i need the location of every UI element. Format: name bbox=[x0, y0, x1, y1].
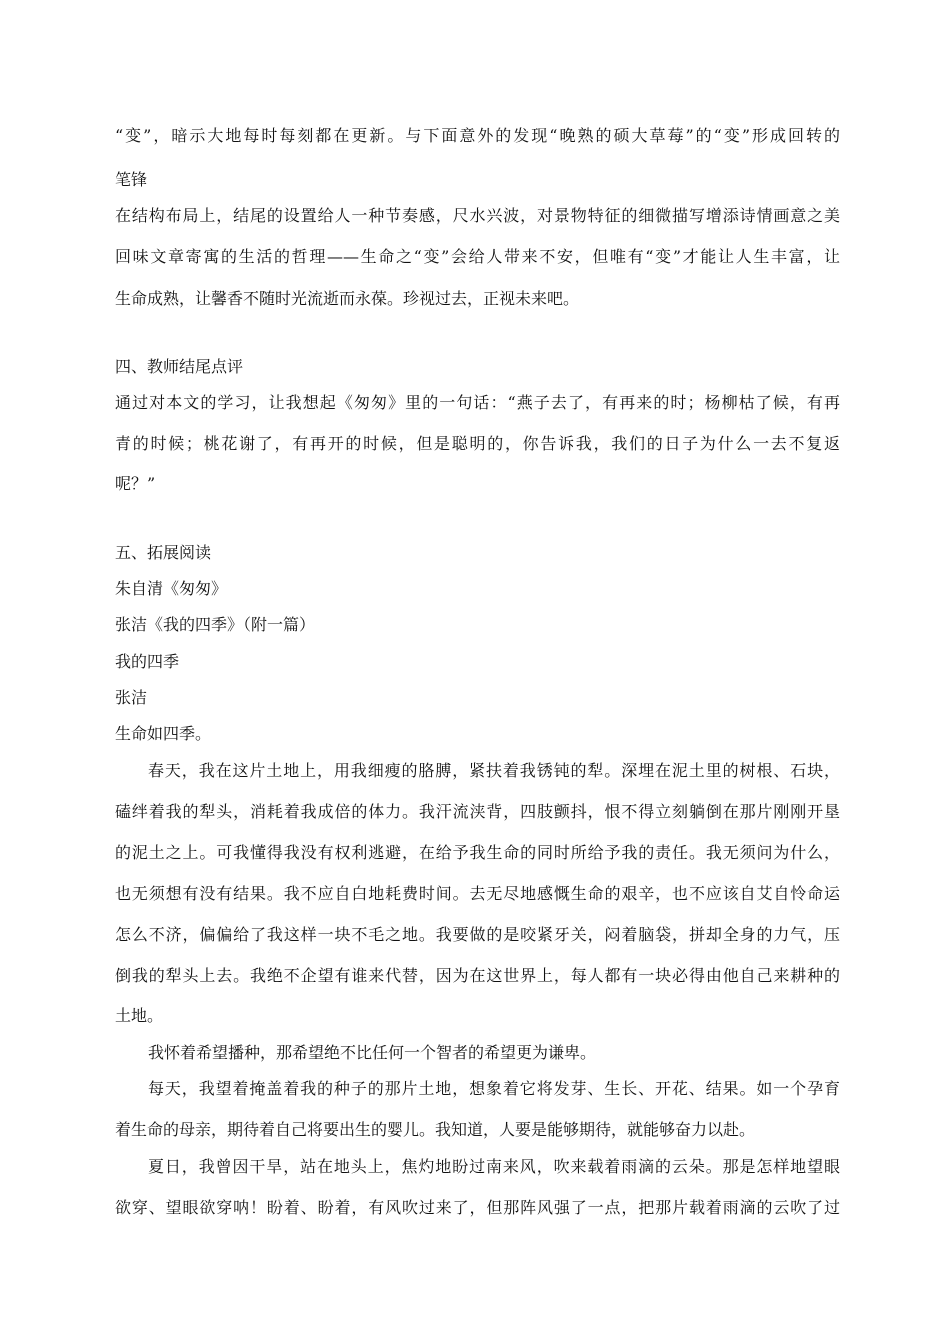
essay-title: 我的四季 bbox=[115, 652, 180, 671]
text-line: “变”，暗示大地每时每刻都在更新。与下面意外的发现“晚熟的硕大草莓”的“变”形成回转的 bbox=[115, 126, 840, 145]
text-line: 笔锋 bbox=[115, 170, 148, 189]
text-line: 春天，我在这片土地上，用我细瘦的胳膊，紧扶着我锈钝的犁。深埋在泥土里的树根、石块， bbox=[148, 761, 840, 780]
section-heading: 四、教师结尾点评 bbox=[115, 357, 244, 376]
reading-item: 朱自清《匆匆》 bbox=[115, 579, 228, 598]
text-line: 我怀着希望播种，那希望绝不比任何一个智者的希望更为谦卑。 bbox=[148, 1043, 597, 1062]
essay-intro: 生命如四季。 bbox=[115, 724, 212, 743]
text-line: 青的时候；桃花谢了，有再开的时候，但是聪明的，你告诉我，我们的日子为什么一去不复返 bbox=[115, 434, 840, 453]
essay-author: 张洁 bbox=[115, 688, 148, 707]
text-line: 怎么不济，偏偏给了我这样一块不毛之地。我要做的是咬紧牙关，闷着脑袋，拼却全身的力气，压 bbox=[115, 925, 840, 944]
text-line: 通过对本文的学习，让我想起《匆匆》里的一句话：“燕子去了，有再来的时；杨柳枯了候，有再 bbox=[115, 393, 840, 412]
text-line: 也无须想有没有结果。我不应自白地耗费时间。去无尽地感慨生命的艰辛，也不应该自艾自怜命运 bbox=[115, 884, 840, 903]
text-line: 生命成熟，让馨香不随时光流逝而永葆。珍视过去，正视未来吧。 bbox=[115, 289, 580, 308]
text-line: 呢？” bbox=[115, 474, 156, 493]
reading-item: 张洁《我的四季》（附一篇） bbox=[115, 615, 316, 634]
text-line: 土地。 bbox=[115, 1006, 164, 1025]
section-heading: 五、拓展阅读 bbox=[115, 543, 212, 562]
text-line: 倒我的犁头上去。我绝不企望有谁来代替，因为在这世界上，每人都有一块必得由他自己来耕种的 bbox=[115, 966, 840, 985]
text-line: 磕绊着我的犁头，消耗着我成倍的体力。我汗流浃背，四肢颤抖，恨不得立刻躺倒在那片刚刚开垦 bbox=[115, 802, 840, 821]
text-line: 夏日，我曾因干旱，站在地头上，焦灼地盼过南来风，吹来载着雨滴的云朵。那是怎样地望眼 bbox=[148, 1157, 840, 1176]
text-line: 每天，我望着掩盖着我的种子的那片土地，想象着它将发芽、生长、开花、结果。如一个孕育 bbox=[148, 1079, 840, 1098]
text-line: 的泥土之上。可我懂得我没有权利逃避，在给予我生命的同时所给予我的责任。我无须问为什么， bbox=[115, 843, 840, 862]
text-line: 着生命的母亲，期待着自己将要出生的婴儿。我知道，人要是能够期待，就能够奋力以赴。 bbox=[115, 1120, 756, 1139]
text-line: 在结构布局上，结尾的设置给人一种节奏感，尺水兴波，对景物特征的细微描写增添诗情画意之美 bbox=[115, 206, 840, 225]
text-line: 欲穿、望眼欲穿呐！盼着、盼着，有风吹过来了，但那阵风强了一点，把那片载着雨滴的云吹了过 bbox=[115, 1198, 840, 1217]
text-line: 回味文章寄寓的生活的哲理——生命之“变”会给人带来不安，但唯有“变”才能让人生丰富，让 bbox=[115, 247, 840, 266]
